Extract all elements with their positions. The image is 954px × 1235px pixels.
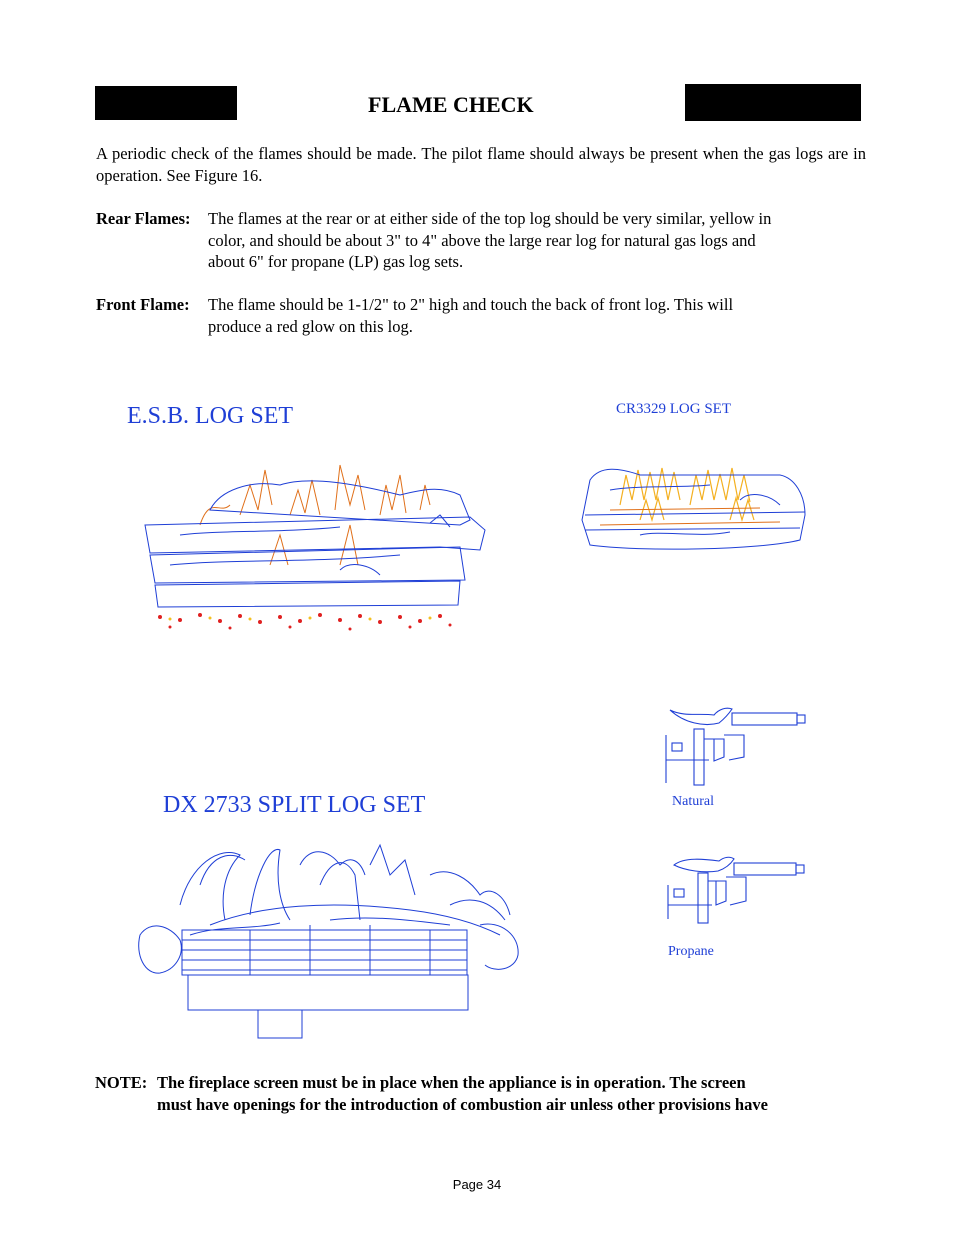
rear-flames-line2: color, and should be about 3" to 4" above the large rear log for natural gas logs and — [208, 230, 756, 250]
propane-burner-label: Propane — [668, 944, 714, 959]
rear-flames-term: Rear Flames: — [96, 209, 191, 228]
natural-burner-diagram — [664, 705, 809, 790]
propane-burner-diagram — [664, 853, 809, 928]
dx2733-log-set-label: DX 2733 SPLIT LOG SET — [163, 792, 426, 818]
dx2733-log-set-illustration — [130, 825, 525, 1040]
rear-flames-line1: The flames at the rear or at either side of the top log should be very similar, yellow in — [208, 209, 772, 228]
page-title: FLAME CHECK — [368, 92, 534, 117]
front-flame-line1: The flame should be 1-1/2" to 2" high and touch the back of front log. This will — [208, 295, 734, 314]
header-bar-left — [95, 86, 237, 120]
note-line2: must have openings for the introduction of combustion air unless other provisions have — [157, 1095, 768, 1114]
esb-log-set-illustration — [140, 455, 490, 635]
intro-paragraph: A periodic check of the flames should be made. The pilot flame should always be present when the gas logs are in operation. See Figure 16. — [96, 144, 866, 185]
rear-flames-line3: about 6" for propane (LP) gas log sets. — [208, 252, 464, 271]
note-term: NOTE: — [95, 1073, 148, 1092]
front-flame-term: Front Flame: — [96, 295, 190, 314]
page-number: Page 34 — [452, 1177, 502, 1192]
header-bar-right — [685, 84, 861, 121]
front-flame-line2: produce a red glow on this log. — [208, 316, 413, 336]
esb-log-set-label: E.S.B. LOG SET — [127, 403, 294, 429]
cr3329-log-set-illustration — [580, 460, 812, 555]
natural-burner-label: Natural — [672, 794, 714, 809]
note-line1: The fireplace screen must be in place when the appliance is in operation. The screen — [157, 1073, 746, 1092]
cr3329-log-set-label: CR3329 LOG SET — [616, 401, 732, 417]
